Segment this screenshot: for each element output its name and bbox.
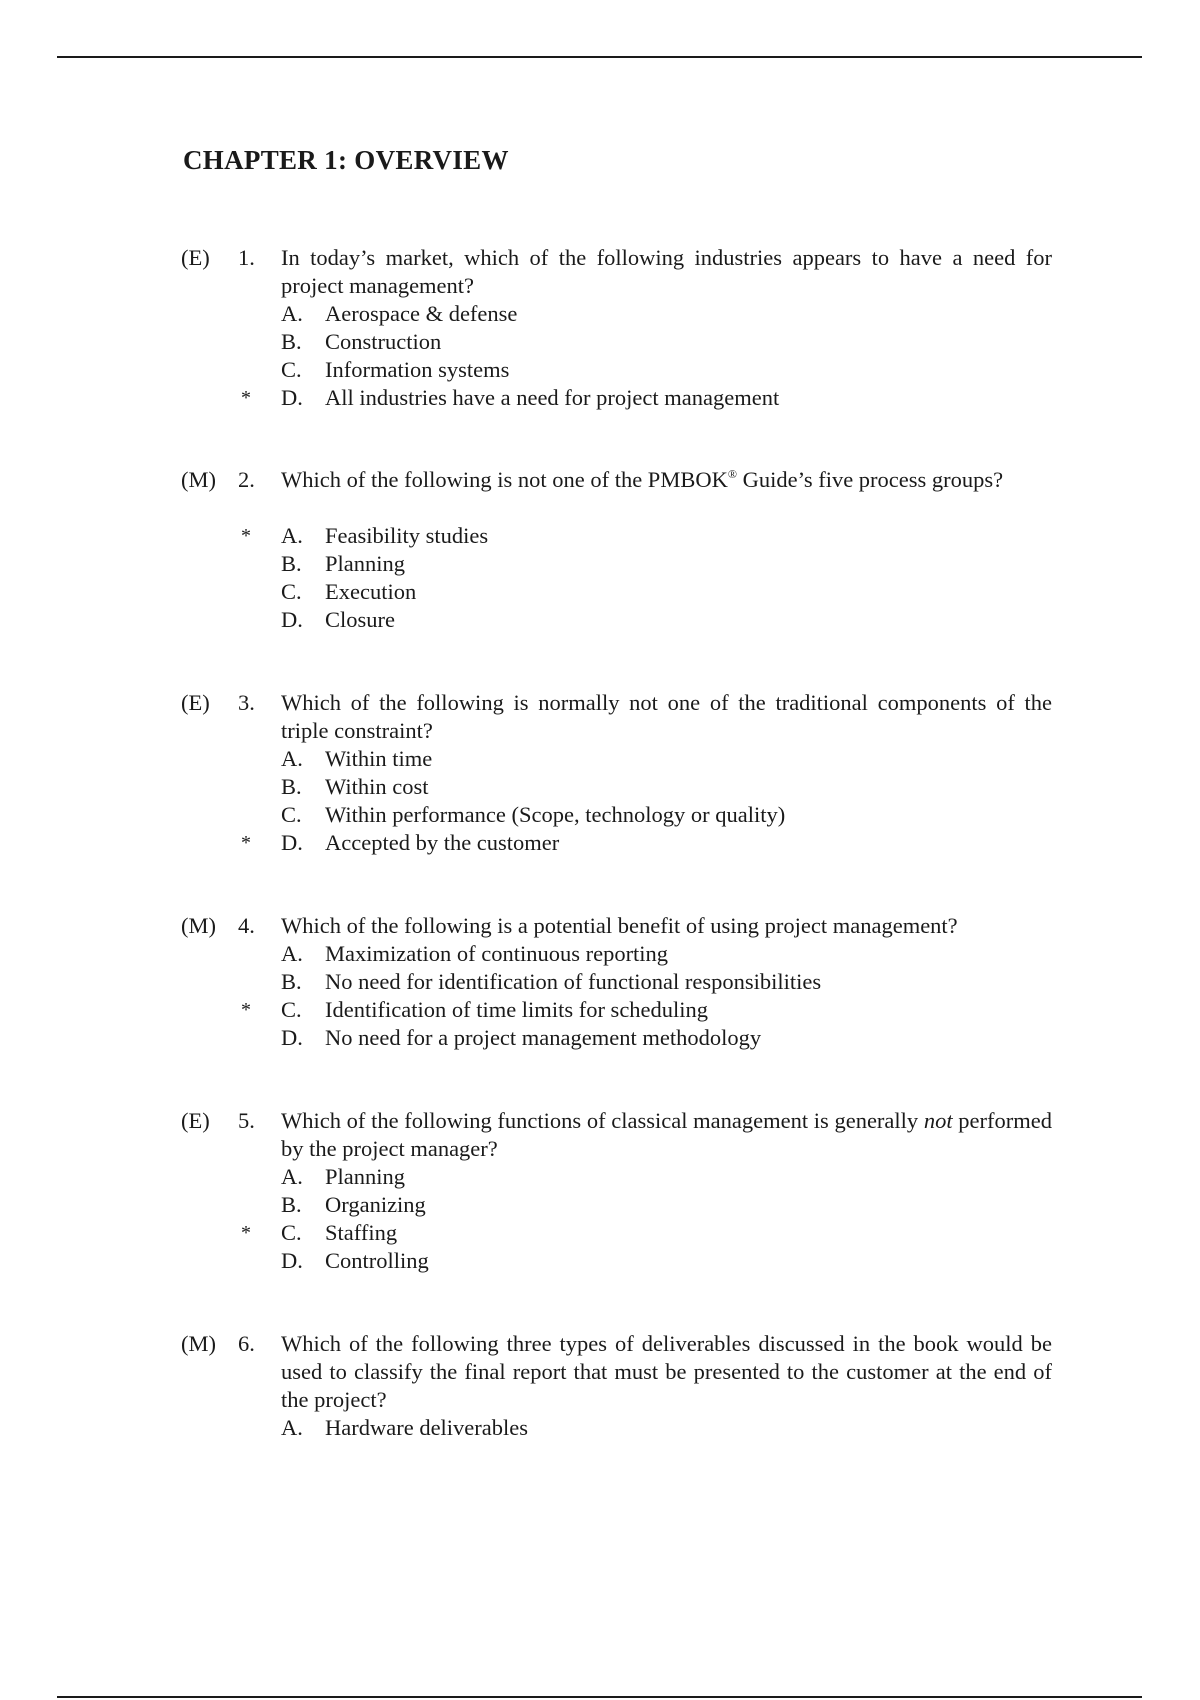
option-letter: A. <box>281 941 303 966</box>
option-text: Controlling <box>325 1248 429 1273</box>
option-text: Staffing <box>325 1220 398 1245</box>
option-text: No need for a project management methodology <box>325 1025 762 1050</box>
question-text: Which of the following is normally not one of the traditional components of the triple constraint? <box>281 690 1052 743</box>
option-b <box>0 773 1200 801</box>
option-text: Identification of time limits for scheduling <box>325 997 709 1022</box>
option-letter: A. <box>281 523 303 548</box>
question-number: 1. <box>238 245 255 270</box>
option-letter: B. <box>281 551 302 576</box>
question-difficulty: (E) <box>181 690 210 715</box>
option-c <box>0 996 1200 1024</box>
option-text: All industries have a need for project management <box>325 385 780 410</box>
option-text: Within time <box>325 746 433 771</box>
question-number: 4. <box>238 913 255 938</box>
options-list <box>0 1414 1200 1442</box>
options-list <box>0 522 1200 634</box>
option-text: Feasibility studies <box>325 523 489 548</box>
option-a <box>0 940 1200 968</box>
option-text: Organizing <box>325 1192 426 1217</box>
question-text-part: Which of the following functions of classical management is generally <box>281 1108 924 1133</box>
option-text: Execution <box>325 579 417 604</box>
option-b <box>0 328 1200 356</box>
option-letter: C. <box>281 1220 302 1245</box>
question-difficulty: (E) <box>181 1108 210 1133</box>
option-text: Maximization of continuous reporting <box>325 941 669 966</box>
question-text <box>281 1107 1052 1163</box>
question-text <box>281 466 1052 494</box>
option-letter: D. <box>281 1025 303 1050</box>
option-text: Planning <box>325 1164 406 1189</box>
option-text: Hardware deliverables <box>325 1415 529 1440</box>
question-text: Which of the following three types of deliverables discussed in the book would be used to classify the final report that must be presented to the customer at the end of the project? <box>281 1331 1052 1412</box>
option-letter: A. <box>281 1415 303 1440</box>
option-letter: C. <box>281 357 302 382</box>
question-difficulty: (M) <box>181 913 216 938</box>
option-text: Aerospace & defense <box>325 301 518 326</box>
registered-mark: ® <box>727 467 737 481</box>
option-b <box>0 550 1200 578</box>
options-list <box>0 1163 1200 1275</box>
option-letter: A. <box>281 301 303 326</box>
option-text: Construction <box>325 329 442 354</box>
footer-rule <box>57 1696 1142 1698</box>
option-letter: D. <box>281 607 303 632</box>
question-text-part: Which of the following is not one of the PMBOK <box>281 467 728 492</box>
option-text: Closure <box>325 607 395 632</box>
option-letter: B. <box>281 329 302 354</box>
question-number: 6. <box>238 1331 255 1356</box>
option-letter: C. <box>281 997 302 1022</box>
correct-answer-marker: * <box>241 1222 251 1244</box>
option-c <box>0 578 1200 606</box>
option-c <box>0 356 1200 384</box>
option-d <box>0 1024 1200 1052</box>
option-text: Within cost <box>325 774 429 799</box>
option-letter: A. <box>281 1164 303 1189</box>
question-text: In today’s market, which of the following industries appears to have a need for project management? <box>281 245 1052 298</box>
correct-answer-marker: * <box>241 387 251 409</box>
option-b <box>0 968 1200 996</box>
option-a <box>0 1414 1200 1442</box>
options-list <box>0 940 1200 1052</box>
option-letter: B. <box>281 1192 302 1217</box>
correct-answer-marker: * <box>241 525 251 547</box>
option-c <box>0 1219 1200 1247</box>
option-b <box>0 1191 1200 1219</box>
option-text: No need for identification of functional responsibilities <box>325 969 822 994</box>
option-letter: B. <box>281 774 302 799</box>
question-number: 2. <box>238 467 255 492</box>
option-letter: D. <box>281 1248 303 1273</box>
option-letter: D. <box>281 385 303 410</box>
correct-answer-marker: * <box>241 999 251 1021</box>
question-number: 3. <box>238 690 255 715</box>
question-text: Which of the following is a potential benefit of using project management? <box>281 913 958 938</box>
option-d <box>0 384 1200 412</box>
options-list <box>0 745 1200 857</box>
option-text: Information systems <box>325 357 510 382</box>
option-a <box>0 300 1200 328</box>
option-d <box>0 1247 1200 1275</box>
correct-answer-marker: * <box>241 832 251 854</box>
option-a <box>0 745 1200 773</box>
option-c <box>0 801 1200 829</box>
emphasis-text: not <box>923 1108 953 1133</box>
question-difficulty: (M) <box>181 467 216 492</box>
question-text-part: performed by the project manager? <box>281 1108 1053 1161</box>
question-number: 5. <box>238 1108 255 1133</box>
question-difficulty: (E) <box>181 245 210 270</box>
option-text: Planning <box>325 551 406 576</box>
option-letter: A. <box>281 746 303 771</box>
question-difficulty: (M) <box>181 1331 216 1356</box>
option-text: Within performance (Scope, technology or quality) <box>325 802 786 827</box>
question-text-part: Guide’s five process groups? <box>736 467 1004 492</box>
option-letter: C. <box>281 579 302 604</box>
options-list <box>0 300 1200 412</box>
option-d <box>0 606 1200 634</box>
chapter-title: CHAPTER 1: OVERVIEW <box>183 145 509 175</box>
option-text: Accepted by the customer <box>325 830 560 855</box>
option-letter: C. <box>281 802 302 827</box>
option-letter: D. <box>281 830 303 855</box>
option-letter: B. <box>281 969 302 994</box>
option-a <box>0 522 1200 550</box>
option-d <box>0 829 1200 857</box>
header-rule <box>57 56 1142 58</box>
option-a <box>0 1163 1200 1191</box>
